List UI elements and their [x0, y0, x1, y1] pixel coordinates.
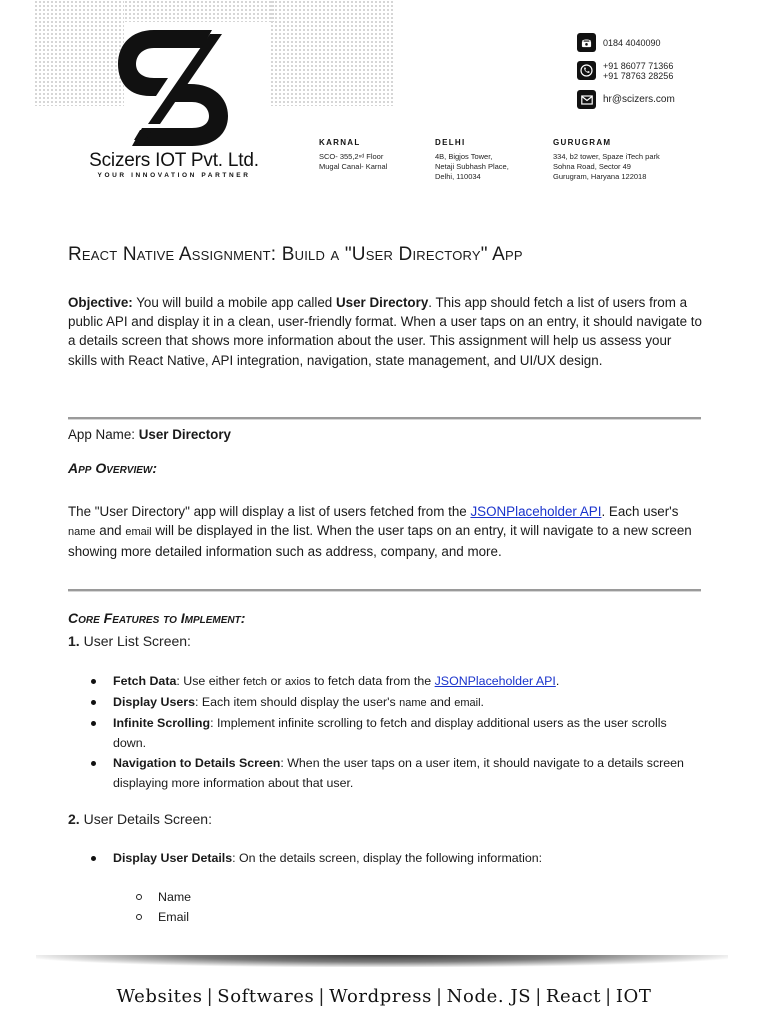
office-city: KARNAL [319, 138, 361, 147]
item-text: : When the user taps on a user item, it should navigate to a details screen displaying more information about that user. [113, 756, 684, 790]
footer-separator: | [605, 986, 612, 1007]
item-text: : Use either [176, 674, 244, 688]
office-city: GURUGRAM [553, 138, 612, 147]
overview-text: and [95, 523, 126, 539]
dot-pattern [124, 0, 274, 22]
mobile-number[interactable]: +91 78763 28256 [603, 71, 674, 81]
item-text: to fetch data from the [310, 674, 435, 688]
footer-item: Wordpress [329, 986, 432, 1007]
item-text: : On the details screen, display the following information: [232, 851, 543, 865]
section-title: User List Screen: [79, 633, 191, 649]
document-title: React Native Assignment: Build a "User Directory" App [68, 244, 523, 265]
footer-separator: | [318, 986, 326, 1007]
footer-item: React [545, 986, 602, 1007]
objective-label: Objective: [68, 295, 133, 310]
app-name-label: App Name: [68, 427, 139, 442]
jsonplaceholder-link[interactable]: JSONPlaceholder API [434, 674, 556, 688]
section-heading-user-list [68, 633, 191, 649]
item-label: Fetch Data [113, 674, 177, 688]
office-city: DELHI [435, 138, 466, 147]
user-list-features [113, 671, 693, 793]
office-address [553, 152, 660, 182]
item-text: and [426, 695, 455, 709]
footer-item: Softwares [217, 986, 315, 1007]
mobile-number[interactable]: +91 86077 71366 [603, 61, 674, 71]
section-title: User Details Screen: [79, 811, 212, 827]
list-item [113, 753, 693, 793]
footer-separator: | [206, 986, 214, 1007]
app-name-value: User Directory [138, 427, 232, 442]
overview-text: will be displayed in the list. When the user taps on an entry, it will navigate to a new screen showing more detailed information such as address, company, and more. [68, 523, 692, 560]
address-line: 334, b2 tower, Spaze iTech park [553, 152, 660, 161]
list-item [113, 713, 693, 753]
sz-monogram-logo [110, 26, 235, 148]
objective-text: . This app should fetch a list of users from a public API and display it in a clean, user-friendly format. When a user taps on an entry, it should navigate to a details screen that shows more information about the user. This assignment will help us assess your skills with React Native, API integration, navigation, state management, and UI/UX design. [68, 295, 702, 368]
overview-paragraph [68, 502, 704, 562]
sub-list-item: Name [158, 887, 191, 907]
item-text: . [480, 695, 484, 709]
phone-number[interactable]: 0184 4040090 [603, 38, 661, 48]
section-number: 2. [68, 811, 80, 827]
objective-paragraph [68, 293, 704, 370]
overview-heading: App Overview: [68, 460, 158, 476]
features-heading: Core Features to Implement: [68, 610, 246, 626]
footer-separator: | [535, 986, 542, 1007]
section-divider [68, 589, 701, 592]
footer-separator: | [435, 986, 443, 1007]
dot-pattern [270, 0, 395, 106]
jsonplaceholder-link[interactable]: JSONPlaceholder API [470, 504, 602, 519]
footer-shadow-divider [36, 955, 728, 967]
overview-text: The "User Directory" app will display a list of users fetched from the [68, 504, 471, 519]
address-line: Netaji Subhash Place, [435, 162, 509, 171]
email-address[interactable]: hr@scizers.com [603, 94, 675, 105]
user-details-subitems [158, 887, 191, 927]
address-line: SCO- 355,2ⁿᵈ Floor [319, 152, 384, 161]
mobile-numbers [603, 61, 673, 81]
address-line: 4B, Bigjos Tower, [435, 152, 493, 161]
address-line: Delhi, 110034 [435, 172, 481, 181]
item-text: . [555, 674, 560, 688]
item-label: Infinite Scrolling [113, 716, 211, 730]
office-address [319, 152, 387, 172]
item-label: Display Users [113, 695, 195, 709]
section-heading-user-details [68, 811, 212, 827]
envelope-icon [577, 90, 596, 109]
list-item [113, 848, 693, 868]
item-text: : Implement infinite scrolling to fetch and display additional users as the user scrolls down. [113, 716, 667, 750]
address-line: Sohna Road, Sector 49 [553, 162, 631, 171]
code-fetch: fetch [243, 676, 268, 688]
office-address [435, 152, 509, 182]
address-line: Mugal Canal- Karnal [319, 162, 388, 171]
footer-item: Node. JS [446, 986, 532, 1007]
section-number: 1. [68, 633, 80, 649]
office-delhi [435, 138, 509, 182]
list-item [113, 692, 693, 713]
sub-list-item: Email [158, 907, 191, 927]
user-details-features [113, 848, 693, 868]
office-gurugram [553, 138, 660, 182]
list-item [113, 671, 693, 692]
code-email: email [125, 526, 152, 539]
item-text: : Each item should display the user's [194, 695, 400, 709]
item-label: Display User Details [113, 851, 233, 865]
overview-text: . Each user's [601, 504, 679, 519]
address-line: Gurugram, Haryana 122018 [553, 172, 647, 181]
code-name: name [399, 697, 427, 709]
code-email: email [454, 697, 481, 709]
mobile-phone-icon [577, 61, 596, 80]
company-tagline: YOUR INNOVATION PARTNER [97, 172, 251, 179]
company-name: Scizers IOT Pvt. Ltd. [89, 150, 259, 171]
objective-text: You will build a mobile app called [132, 295, 336, 310]
footer-item: Websites [116, 986, 203, 1007]
app-name-strong: User Directory [335, 295, 429, 310]
office-karnal [319, 138, 387, 172]
section-divider [68, 417, 701, 420]
code-name: name [68, 526, 96, 539]
item-text: or [267, 674, 285, 688]
item-label: Navigation to Details Screen [113, 756, 281, 770]
app-name-line [68, 427, 231, 442]
code-axios: axios [284, 676, 311, 688]
telephone-icon [577, 33, 596, 52]
footer-item: IOT [615, 986, 652, 1007]
footer-services [0, 986, 768, 1007]
